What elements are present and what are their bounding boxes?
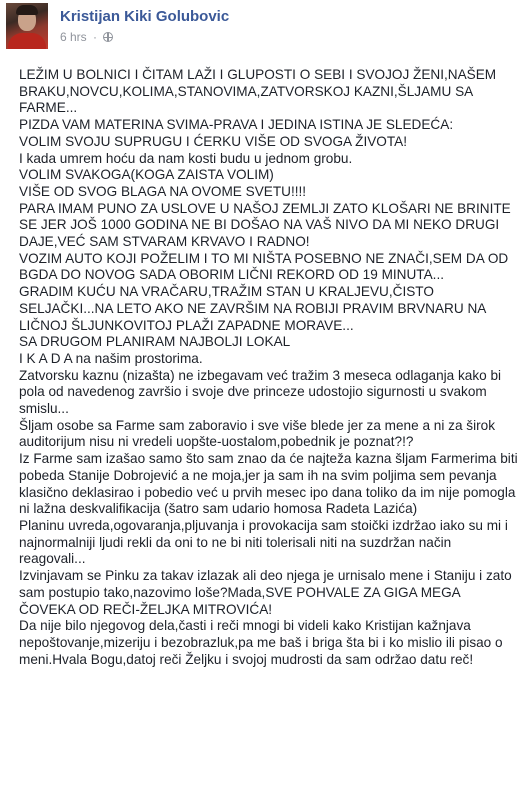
- post-paragraph: VOLIM SVOJU SUPRUGU I ĆERKU VIŠE OD SVOGA ŽIVOTA! I kada umrem hoću da nam kosti budu u jednom grobu. VOLIM SVAKOGA(KOGA ZAISTA VOLIM) VIŠE OD SVOG BLAGA NA OVOME SVETU!!!! PARA IMAM PUNO ZA USLOVE U NAŠOJ ZEMLJI ZATO KLOŠARI NE BRINITE SE JER JOŠ 1000 GODINA NE BI DOŠAO NA VAŠ NIVO DA MI NEKO DRUGI DAJE,VEĆ SAM STVARAM KRVAVO I RADNO! VOZIM AUTO KOJI POŽELIM I TO MI NIŠTA POSEBNO NE ZNAČI,SEM DA OD BGDA DO NOVOG SADA OBORIM LIČNI REKORD OD 19 MINUTA... GRADIM KUĆU NA VRAČARU,TRAŽIM STAN U KRALJEVU,ČISTO SELJAČKI...NA LETO AKO NE ZAVRŠIM NA ROBIJI PRAVIM BRVNARU NA LIČNOJ ŠLJUNKOVITOJ PLAŽI ZAPADNE MORAVE... SA DRUGOM PLANIRAM NAJBOLJI LOKAL I K A D A na našim prostorima. Zatvorsku kaznu (nizašta) ne izbegavam već tražim 3 meseca odlaganja kako bi pola od navedenog završio i svoje dve princeze udostojio sigurnosti u svakom smislu... Šljam osobe sa Farme sam zaboravio i sve više blede jer za mene a ni za širok auditorijum nisu ni vredeli uopšte-uostalom,pobednik je poznat?!? Iz Farme sam izašao samo što sam znao da će najteža kazna šljam Farmerima biti pobeda Stanije Dobrojević a ne moja,jer ja sam ih na svim poljima sem pevanja klasično deklasirao i pobedio već u prvih mesec ipo dana toliko da im nije pomogla ni lažna deskvalifikacija (šatro sam udario homosa Radeta Lazića) Planinu uvreda,ogovaranja,pljuvanja i provokacija sam stoički izdržao iako su mi i najnormalniji ljudi rekli da oni to ne bi niti tolerisali niti na suzdržan način reagovali... Izvinjavam se Pinku za takav izlazak ali deo njega je urnisalo mene i Staniju i zato sam postupio tako,nazovimo loše?Mada,SVE POHVALE ZA GIGA MEGA ČOVEKA OD REČI-ŽELJKA MITROVIĆA! Da nije bilo njegovog dela,časti i reči mnogi bi videli kako Kristijan kažnjava nepoštovanje,mizeriju i bezobrazluk,pa me baš i briga šta bi i ko mislio ili pisao o meni.Hvala Bogu,datoj reči Željku i svojoj mudrosti da sam održao datu reč!: [19, 133, 518, 667]
- author-name[interactable]: Kristijan Kiki Golubovic: [60, 8, 230, 25]
- post-timestamp[interactable]: 6 hrs: [60, 30, 87, 44]
- post-paragraph: PIZDA VAM MATERINA SVIMA-PRAVA I JEDINA ISTINA JE SLEDEĆA:: [19, 117, 454, 133]
- avatar[interactable]: [6, 3, 48, 49]
- post-header: [0, 0, 526, 58]
- post-meta: [60, 30, 113, 44]
- post-paragraph: LEŽIM U BOLNICI I ČITAM LAŽI I GLUPOSTI O SEBI I SVOJOJ ŽENI,NAŠEM BRAKU,NOVCU,KOLIMA,STANOVIMA,ZATVORSKOJ KAZNI,ŠLJAMU SA FARME...: [19, 67, 497, 116]
- meta-separator: ·: [93, 30, 98, 44]
- globe-icon[interactable]: [103, 32, 113, 42]
- post-text: [19, 67, 519, 668]
